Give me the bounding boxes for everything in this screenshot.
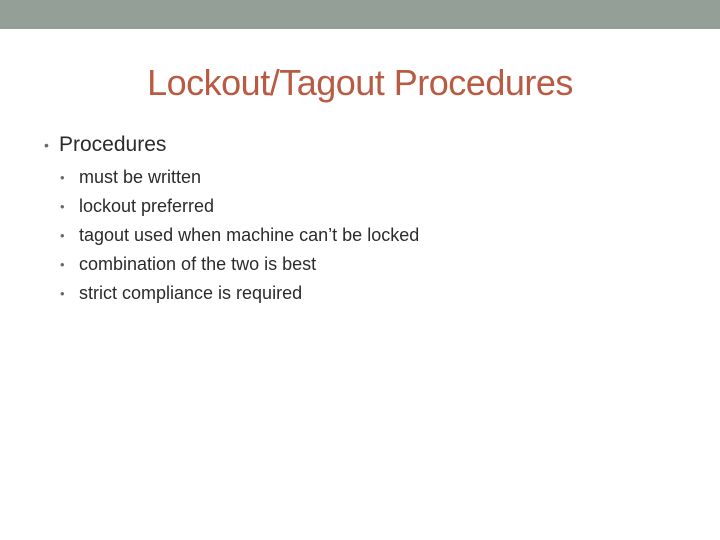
sub-bullet-list (59, 163, 684, 308)
bullet-dot-icon: • (60, 228, 65, 243)
slide-body (44, 130, 684, 308)
sub-bullet-text: tagout used when machine can’t be locked (79, 225, 420, 245)
sub-bullet-item (59, 163, 684, 192)
bullet-dot-icon: • (60, 170, 65, 185)
bullet-procedures (44, 130, 684, 160)
bullet-dot-icon: • (60, 199, 65, 214)
sub-bullet-text: strict compliance is required (79, 283, 303, 303)
sub-bullet-item (59, 221, 684, 250)
slide-title: Lockout/Tagout Procedures (147, 62, 573, 103)
top-accent-band (0, 0, 720, 29)
bullet-dot-icon: • (60, 286, 65, 301)
sub-bullet-text: lockout preferred (79, 196, 215, 216)
sub-bullet-item (59, 279, 684, 308)
bullet-dot-icon: • (60, 257, 65, 272)
bullet-text: Procedures (59, 133, 167, 156)
bullet-dot-icon: • (44, 137, 49, 153)
sub-bullet-text: combination of the two is best (79, 254, 317, 274)
sub-bullet-text: must be written (79, 167, 202, 187)
sub-bullet-item (59, 250, 684, 279)
sub-bullet-item (59, 192, 684, 221)
